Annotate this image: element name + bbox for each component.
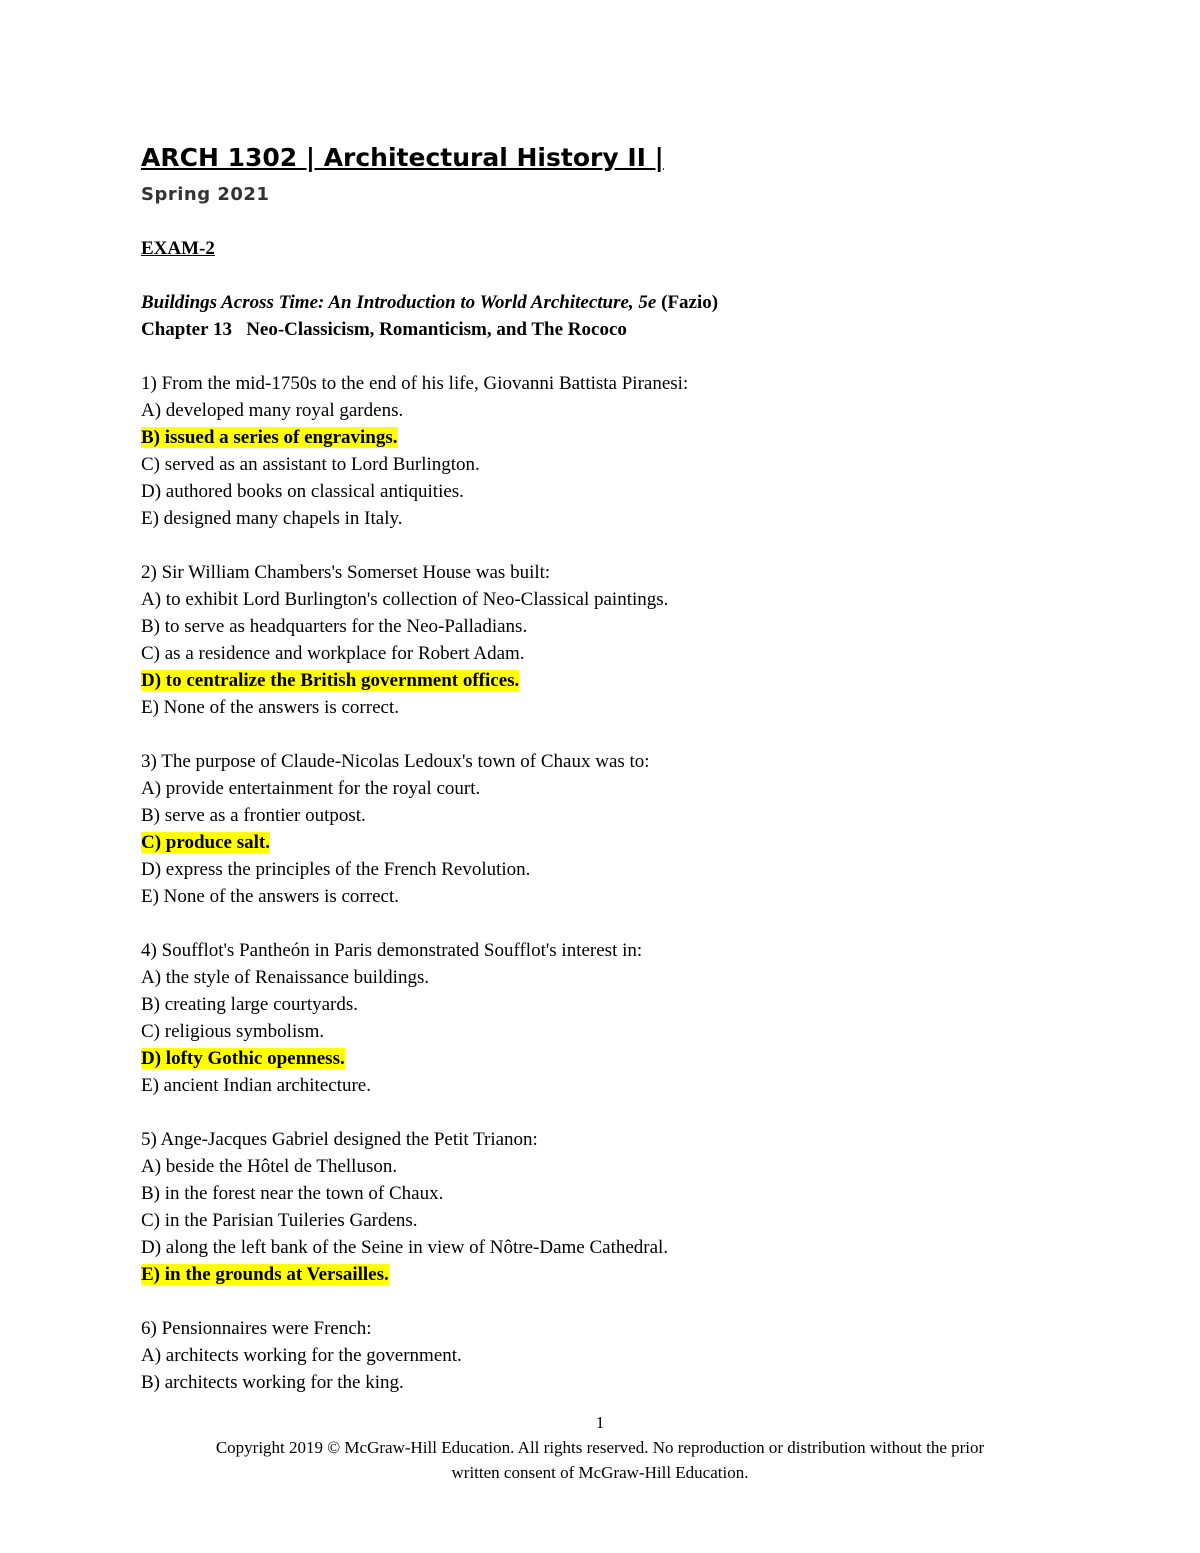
option-text: C) as a residence and workplace for Robert Adam. — [141, 643, 525, 664]
option-text: A) provide entertainment for the royal court. — [141, 778, 481, 799]
book-reference — [141, 289, 1061, 316]
answer-option — [141, 397, 1061, 424]
answer-option — [141, 505, 1061, 532]
copyright-line-1: Copyright 2019 © McGraw-Hill Education. All rights reserved. No reproduction or distribution without the prior — [215, 1438, 985, 1457]
option-text: E) None of the answers is correct. — [141, 697, 399, 718]
book-author: (Fazio) — [661, 292, 719, 313]
question-prompt: 4) Soufflot's Pantheón in Paris demonstrated Soufflot's interest in: — [141, 940, 643, 961]
option-text: C) religious symbolism. — [141, 1021, 325, 1042]
option-text: D) lofty Gothic openness. — [141, 1048, 345, 1069]
option-text: E) ancient Indian architecture. — [141, 1075, 371, 1096]
question-prompt: 6) Pensionnaires were French: — [141, 1318, 372, 1339]
question-list — [141, 370, 1061, 1396]
book-title: Buildings Across Time: An Introduction to World Architecture, 5e — [141, 292, 657, 313]
option-text: B) creating large courtyards. — [141, 994, 359, 1015]
answer-option — [141, 1207, 1061, 1234]
option-text: D) to centralize the British government offices. — [141, 670, 520, 691]
option-text: A) to exhibit Lord Burlington's collection of Neo-Classical paintings. — [141, 589, 669, 610]
answer-option — [141, 1180, 1061, 1207]
answer-option — [141, 451, 1061, 478]
question-block — [141, 748, 1061, 910]
option-text: D) authored books on classical antiquities. — [141, 481, 464, 502]
option-text: D) along the left bank of the Seine in view of Nôtre-Dame Cathedral. — [141, 1237, 669, 1258]
question-block — [141, 559, 1061, 721]
answer-option — [141, 883, 1061, 910]
question-block — [141, 370, 1061, 532]
answer-option — [141, 1072, 1061, 1099]
option-text: B) issued a series of engravings. — [141, 427, 398, 448]
correct-answer-option — [141, 667, 1061, 694]
course-title: ARCH 1302 | Architectural History II | — [141, 143, 664, 172]
option-text: E) designed many chapels in Italy. — [141, 508, 403, 529]
option-text: A) developed many royal gardens. — [141, 400, 404, 421]
page-number: 1 — [595, 1413, 605, 1432]
option-text: B) to serve as headquarters for the Neo-Palladians. — [141, 616, 528, 637]
answer-option — [141, 586, 1061, 613]
correct-answer-option — [141, 829, 1061, 856]
question-prompt: 3) The purpose of Claude-Nicolas Ledoux's town of Chaux was to: — [141, 751, 650, 772]
answer-option — [141, 640, 1061, 667]
question-block — [141, 937, 1061, 1099]
option-text: B) serve as a frontier outpost. — [141, 805, 366, 826]
copyright-line-2: written consent of McGraw-Hill Education. — [451, 1463, 749, 1482]
option-text: E) None of the answers is correct. — [141, 886, 399, 907]
page-footer — [0, 1410, 1200, 1485]
exam-title: EXAM-2 — [141, 238, 215, 259]
option-text: A) beside the Hôtel de Thelluson. — [141, 1156, 398, 1177]
answer-option — [141, 802, 1061, 829]
chapter-title: Chapter 13 Neo-Classicism, Romanticism, and The Rococo — [141, 319, 627, 340]
correct-answer-option — [141, 1045, 1061, 1072]
answer-option — [141, 1234, 1061, 1261]
option-text: C) produce salt. — [141, 832, 270, 853]
answer-option — [141, 1369, 1061, 1396]
question-prompt: 5) Ange-Jacques Gabriel designed the Petit Trianon: — [141, 1129, 538, 1150]
option-text: B) in the forest near the town of Chaux. — [141, 1183, 444, 1204]
answer-option — [141, 478, 1061, 505]
answer-option — [141, 613, 1061, 640]
option-text: A) architects working for the government. — [141, 1345, 462, 1366]
answer-option — [141, 991, 1061, 1018]
answer-option — [141, 964, 1061, 991]
option-text: A) the style of Renaissance buildings. — [141, 967, 430, 988]
option-text: B) architects working for the king. — [141, 1372, 404, 1393]
correct-answer-option — [141, 1261, 1061, 1288]
answer-option — [141, 694, 1061, 721]
question-block — [141, 1315, 1061, 1396]
answer-option — [141, 1018, 1061, 1045]
answer-option — [141, 1342, 1061, 1369]
answer-option — [141, 1153, 1061, 1180]
option-text: C) in the Parisian Tuileries Gardens. — [141, 1210, 418, 1231]
question-prompt: 2) Sir William Chambers's Somerset House was built: — [141, 562, 551, 583]
correct-answer-option — [141, 424, 1061, 451]
option-text: D) express the principles of the French Revolution. — [141, 859, 531, 880]
question-prompt: 1) From the mid-1750s to the end of his life, Giovanni Battista Piranesi: — [141, 373, 689, 394]
option-text: C) served as an assistant to Lord Burlington. — [141, 454, 480, 475]
term-label: Spring 2021 — [141, 184, 270, 205]
option-text: E) in the grounds at Versailles. — [141, 1264, 389, 1285]
answer-option — [141, 775, 1061, 802]
answer-option — [141, 856, 1061, 883]
page-content — [141, 138, 1061, 1396]
question-block — [141, 1126, 1061, 1288]
